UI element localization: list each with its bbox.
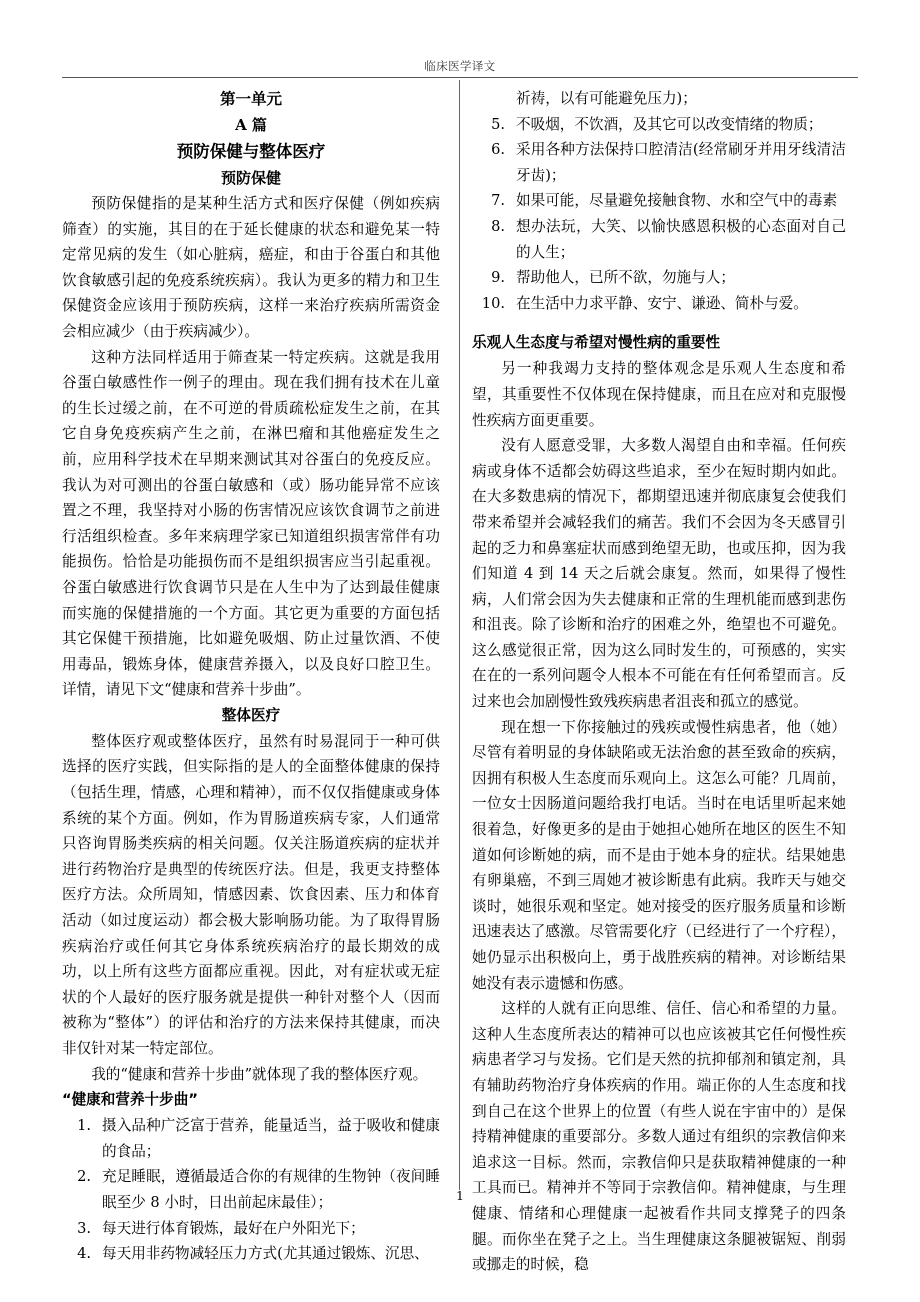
right-column bbox=[454, 86, 846, 1274]
spacer bbox=[472, 316, 846, 330]
ten-steps-list-part2 bbox=[472, 86, 846, 316]
paragraph: 整体医疗观或整体医疗，虽然有时易混同于一种可供选择的医疗实践，但实际指的是人的全面整体健康的保持（包括生理，情感，心理和精神），而不仅仅指健康或身体系统的某个方面。例如，作为胃肠道疾病专家，人们通常只咨询胃肠类疾病的相关问题。仅关注肠道疾病的症状并进行药物治疗是典型的传统医疗法。但是，我更支持整体医疗方法。众所周知，情感因素、饮食因素、压力和体育活动（如过度运动）都会极大影响肠功能。为了取得胃肠疾病治疗或任何其它身体系统疾病治疗的最长期效的成功，以上所有这些方面都应重视。因此，对有症状或无症状的个人最好的医疗服务就是提供一种针对整个人（因而被称为“整体”）的评估和治疗的方法来保持其健康，而决非仅针对某一特定部位。 bbox=[62, 732, 440, 1057]
paragraph: 我的“健康和营养十步曲”就体现了我的整体医疗观。 bbox=[91, 1065, 428, 1083]
list-item-continuation bbox=[472, 86, 846, 112]
list-item-number: 1. bbox=[77, 1117, 91, 1135]
list-item bbox=[472, 214, 846, 265]
unit-label: 第一单元 bbox=[219, 89, 282, 108]
list-item-text: 想办法玩，大笑、以愉快感恩积极的心态面对自己的人生； bbox=[516, 217, 846, 261]
page-subtitle: 预防保健 bbox=[220, 169, 281, 187]
list-item bbox=[472, 112, 846, 138]
list-item-number: 9. bbox=[491, 269, 505, 287]
list-item-text: 不吸烟，不饮酒，及其它可以改变情绪的物质； bbox=[516, 115, 823, 133]
list-item-text: 摄入品种广泛富于营养，能量适当，益于吸收和健康的食品； bbox=[102, 1117, 440, 1160]
section-heading-optimism: 乐观人生态度与希望对慢性病的重要性 bbox=[472, 334, 721, 352]
list-item-number: 8. bbox=[491, 217, 505, 235]
list-item-text: 帮助他人，已所不欲，勿施与人； bbox=[516, 269, 735, 287]
list-item bbox=[472, 188, 846, 214]
two-column-body bbox=[62, 86, 858, 1274]
list-item-text: 祈祷，以有可能避免压力)； bbox=[516, 90, 697, 107]
section-heading-holistic: 整体医疗 bbox=[221, 706, 281, 724]
running-header: 临床医学译文 bbox=[424, 59, 496, 73]
paragraph: 另一种我竭力支持的整体观念是乐观人生态度和希望，其重要性不仅体现在保持健康，而且在应对和克服慢性疾病方面更重要。 bbox=[472, 360, 846, 429]
header-rule bbox=[62, 77, 858, 78]
paragraph: 没有人愿意受罪，大多数人渴望自由和幸福。任何疾病或身体不适都会妨碍这些追求，至少在短时期内如此。在大多数患病的情况下，都期望迅速并彻底康复会使我们带来希望并会减轻我们的痛苦。我们不会因为冬天感冒引起的乏力和鼻塞症状而感到绝望无助，也或压抑，因为我们知道 4 到 14 天之后就会康复。然而，如果得了慢性病，人们常会因为失去健康和正常的生理机能而感到悲伤和沮丧。除了诊断和治疗的困难之外，绝望也不可避免。这么感觉很正常，因为这么同时发生的，可预感的，实实在在的一系列问题令人根本不可能在有任何希望而言。反过来也会加剧慢性致残疾病患者沮丧和孤立的感觉。 bbox=[472, 437, 846, 711]
list-heading-ten-steps: “健康和营养十步曲” bbox=[62, 1091, 198, 1109]
list-item-text: 充足睡眠，遵循最适合你的有规律的生物钟（夜间睡眠至少 8 小时，日出前起床最佳）； bbox=[102, 1168, 440, 1211]
left-column bbox=[62, 86, 454, 1263]
list-item-number: 5. bbox=[491, 115, 505, 133]
paragraph: 预防保健指的是某种生活方式和医疗保健（例如疾病筛查）的实施，其目的在于延长健康的状态和避免某一特定常见病的发生（如心脏病，癌症，和由于谷蛋白和其他饮食敏感引起的免疫系统疾病）。我认为更多的精力和卫生保健资金应该用于预防疾病，这样一来治疗疾病所需资金会相应减少（由于疾病减少）。 bbox=[62, 195, 440, 340]
list-item-number: 2. bbox=[77, 1168, 91, 1186]
list-item-number bbox=[472, 86, 516, 112]
list-item-text: 如果可能，尽量避免接触食物、水和空气中的毒素 bbox=[516, 192, 838, 210]
list-item-number: 4. bbox=[77, 1245, 91, 1263]
page-title: 预防保健与整体医疗 bbox=[176, 142, 326, 161]
list-item-number: 7. bbox=[491, 192, 505, 210]
list-item bbox=[62, 1241, 440, 1267]
paragraph: 这种方法同样适用于筛查某一特定疾病。这就是我用谷蛋白敏感性作一例子的理由。现在我们拥有技术在儿童的生长过缓之前，在不可逆的骨质疏松症发生之前，在其它自身免疫疾病产生之前，在淋巴瘤和其他癌症发生之前，应用科学技术在早期来测试其对谷蛋白的免疫反应。我认为对可测出的谷蛋白敏感和（或）肠功能异常不应该置之不理，我坚持对小肠的伤害情况应该饮食调节之前进行活组织检查。多年来病理学家已知道组织损害常伴有功能损伤。恰恰是功能损伤而不是组织损害应当引起重视。谷蛋白敏感进行饮食调节只是在人生中为了达到最佳健康而实施的保健措施的一个方面。其它更为重要的方面包括其它保健干预措施，比如避免吸烟、防止过量饮酒、不使用毒品，锻炼身体，健康营养摄入，以及良好口腔卫生。详情，请见下文“健康和营养十步曲”。 bbox=[62, 348, 440, 699]
list-item bbox=[472, 291, 846, 317]
list-item-number: 3. bbox=[77, 1219, 91, 1237]
list-item bbox=[472, 265, 846, 291]
list-item-text: 在生活中力求平静、安宁、谦逊、简朴与爱。 bbox=[516, 294, 808, 312]
list-item-text: 采用各种方法保持口腔清洁(经常刷牙并用牙线清洁牙齿)； bbox=[516, 141, 846, 184]
list-item-number: 10. bbox=[481, 294, 505, 312]
paragraph: 现在想一下你接触过的残疾或慢性病患者，他（她）尽管有着明显的身体缺陷或无法治愈的甚至致命的疾病，因拥有积极人生态度而乐观向上。这怎么可能？几周前，一位女士因肠道问题给我打电话。当时在电话里听起来她很着急，好像更多的是由于她担心她所在地区的医生不知道如何诊断她的病，而不是由于她本身的症状。结果她患有卵巢癌，不到三周她才被诊断患有此病。我昨天与她交谈时，她很乐观和坚定。她对接受的医疗服务质量和诊断迅速表达了感激。尽管需要化疗（已经进行了一个疗程），她仍显示出积极向上，勇于战胜疾病的精神。对诊断结果她没有表示遗憾和伤感。 bbox=[472, 718, 846, 992]
list-item-text: 每天进行体育锻炼，最好在户外阳光下； bbox=[102, 1219, 365, 1237]
paragraph: 这样的人就有正向思维、信任、信心和希望的力量。这种人生态度所表达的精神可以也应该被其它任何慢性疾病患者学习与发扬。它们是天然的抗抑郁剂和镇定剂，具有辅助药物治疗身体疾病的作用。端正你的人生态度和找到自己在这个世界上的位置（有些人说在宇宙中的）是保持精神健康的重要部分。多数人通过有组织的宗教信仰来追求这一目标。然而，宗教信仰只是获取精神健康的一种工具而已。精神并不等同于宗教信仰。精神健康，与生理健康、情绪和心理健康一起被看作共同支撑凳子的四条腿。而你坐在凳子之上。当生理健康这条腿被锯短、削弱或挪走的时候，稳 bbox=[472, 1000, 846, 1274]
page-number: 1 bbox=[456, 1188, 464, 1203]
piece-label: A 篇 bbox=[235, 116, 267, 134]
list-item bbox=[62, 1113, 440, 1164]
list-item-number: 6. bbox=[491, 141, 505, 159]
list-item bbox=[62, 1216, 440, 1242]
list-item bbox=[472, 137, 846, 188]
list-item-text: 每天用非药物减轻压力方式(尤其通过锻炼、沉思、 bbox=[102, 1245, 429, 1263]
